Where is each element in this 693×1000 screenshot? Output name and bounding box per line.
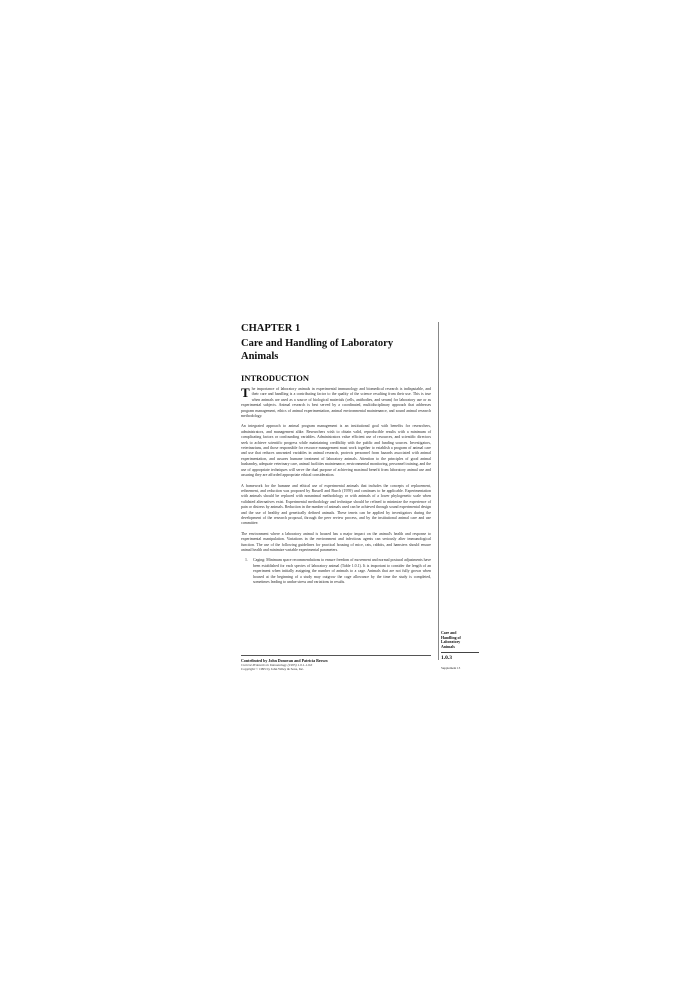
margin-divider xyxy=(438,322,439,660)
chapter-label: CHAPTER 1 xyxy=(241,323,301,334)
sidebar-rule xyxy=(441,652,479,653)
footer-copyright: Copyright © 1995 by John Wiley & Sons, Inc. xyxy=(241,667,305,672)
list-item-text: Caging: Minimum space recommendations to ensure freedom of movement and normal postural adjustments have been established for each species of laboratory animal (Table 1.0.1). It is important to consider the length of an experiment when initially assigning the number of animals to a cage. Animals that are not fully grown when housed at the beginning of a study may outgrow the cage allowance by the time the study is completed, sometimes leading to undue stress and variations in results. xyxy=(253,558,431,584)
sidebar-label-line2: Handling of xyxy=(441,635,461,640)
sidebar-label-line3: Laboratory xyxy=(441,640,461,645)
footer-rule xyxy=(241,655,431,656)
paragraph-framework: A framework for the humane and ethical use of experimental animals that includes the concepts of replacement, refinement, and reduction was proposed by Russell and Burch (1959) and continues to be applicable. Experimentation with animals should be replaced with nonanimal methodology or with animals of a lower phylogenetic scale when validated alternatives exist. Experimental methodology and technique should be refined to minimize the experience of pain or distress by animals. Reduction in the number of animals used can be achieved through sound experimental design and the use of healthy and genetically defined animals. These tenets can be applied by investigators during the development of the research proposal, through the peer review process, and by the institutional animal care and use committee. xyxy=(241,483,431,526)
page-footer xyxy=(241,655,431,672)
drop-cap: T xyxy=(241,385,250,400)
list-item-number: 1. xyxy=(245,558,248,563)
paragraph-environment: The environment where a laboratory animal is housed has a major impact on the animal's health and response to experimental manipulation. Variations in the environment and infectious agents can seriously alter immunological function. The use of the following guidelines for practical housing of mice, rats, rabbits, and hamsters should ensure animal health and minimize variable experimental parameters. xyxy=(241,531,431,552)
sidebar-label-line4: Animals xyxy=(441,644,455,649)
paragraph-intro-text: he importance of laboratory animals in experimental immunology and biomedical research is indisputable, and their care and handling is a contributing factor to the quality of the science resulting from their use. This is true when animals are used as a source of biological materials (cells, antibodies, and serum) for laboratory use or as experimental subjects. Animal research is best served by a coordinated, multidisciplinary approach that addresses program management, ethics of animal experimentation, animal environmental maintenance, and sound animal research methodology. xyxy=(241,387,431,419)
main-column xyxy=(241,322,431,590)
list-item-caging xyxy=(241,558,431,585)
chapter-title: Care and Handling of Laboratory Animals xyxy=(241,338,394,362)
footer-citation: Current Protocols in Immunology (1995) 1.0.1-1.0.6 xyxy=(241,663,313,667)
supplement-label: Supplement 13 xyxy=(441,666,461,671)
paragraph-intro xyxy=(241,387,431,419)
unit-number: 1.0.3 xyxy=(441,655,452,662)
footer-contributors: Contributed by John Donovan and Patricia Brown xyxy=(241,658,328,663)
paragraph-program-management: An integrated approach to animal program management is an institutional goal with benefits for researchers, administrators, and management alike. Researchers wish to obtain valid, reproducible results with a minimum of complicating factors or confounding variables. Administrators value efficient use of resources, and scientific directors seek to achieve scientific progress while maintaining credibility with the public and funding sources. Investigators, veterinarians, and those responsible for resource management must work together to establish a program of animal care and use that reduces unwanted variables in animal research, protects personnel from hazards associated with animal experimentation, and assures humane treatment of laboratory animals. Attention to the principles of good animal husbandry, adequate veterinary care, animal facilities maintenance, environmental monitoring, personnel training, and the use of appropriate techniques will serve the dual purpose of achieving maximal benefit from laboratory animal use and assuring they are afforded appropriate ethical consideration. xyxy=(241,424,431,478)
section-heading: INTRODUCTION xyxy=(241,373,310,383)
sidebar-label-line1: Care and xyxy=(441,631,457,635)
margin-sidebar xyxy=(441,631,481,670)
